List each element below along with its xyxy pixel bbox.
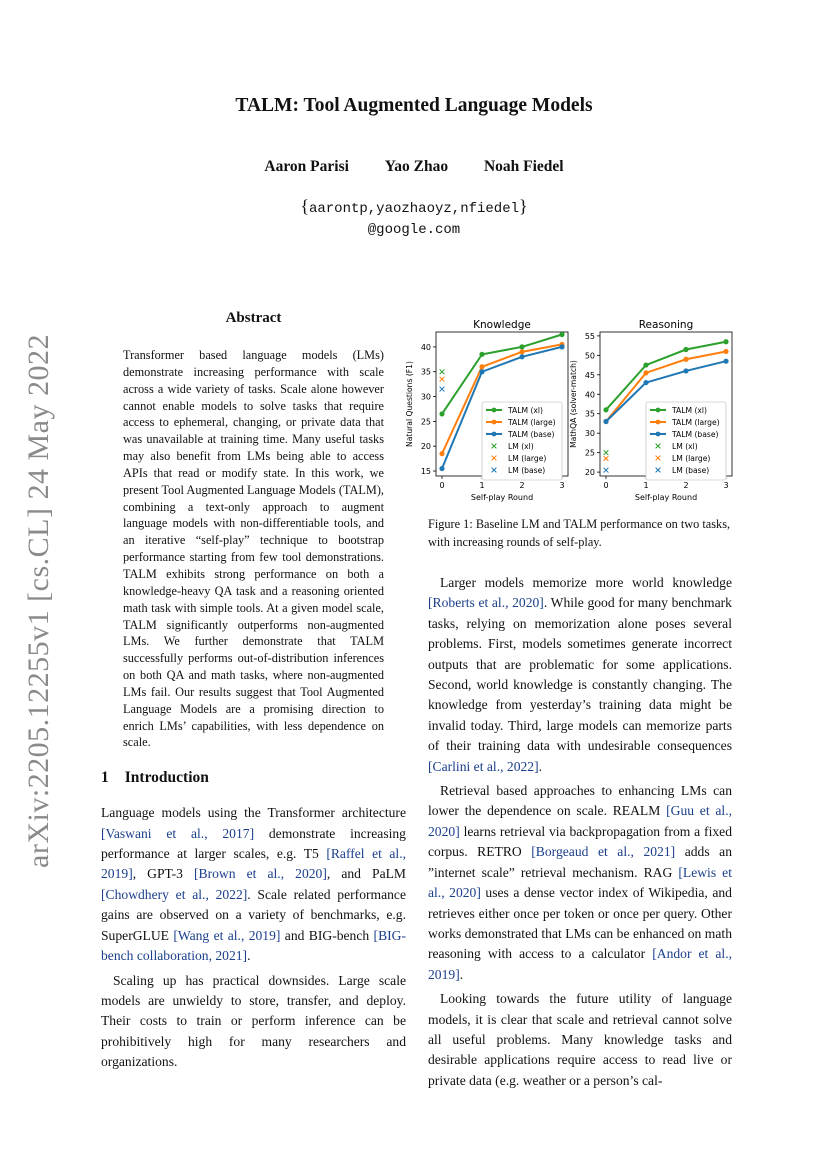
- citation-link[interactable]: [Borgeaud et al., 2021]: [531, 844, 676, 860]
- paragraph-text: .: [459, 966, 464, 982]
- section-title: Introduction: [124, 769, 209, 787]
- legend-label: TALM (base): [672, 430, 719, 439]
- legend-marker: [656, 408, 661, 413]
- left-column: [101, 310, 406, 1077]
- data-point: [723, 359, 728, 364]
- legend-marker: [492, 408, 497, 413]
- data-point: [559, 344, 564, 349]
- x-tick-label: 3: [559, 481, 565, 490]
- citation-link[interactable]: [Roberts et al., 2020]: [428, 595, 544, 611]
- paragraph-text: learns retrieval via backpropagation from a fixed corpus. RETRO: [428, 823, 732, 860]
- y-tick-label: 35: [420, 367, 431, 377]
- paragraph-text: Larger models memorize more world knowledge: [440, 575, 732, 590]
- data-point: [603, 407, 608, 412]
- paragraph-text: .: [538, 758, 543, 774]
- paragraph-text: demonstrate increasing performance at larger scales, e.g. T5: [101, 825, 406, 862]
- y-axis-label: Natural Questions (F1): [405, 361, 414, 447]
- author-name: Yao Zhao: [384, 158, 449, 175]
- data-point: [439, 466, 444, 471]
- data-point: [683, 368, 688, 373]
- legend-marker: [656, 420, 661, 425]
- arxiv-identifier: [22, 334, 55, 868]
- paragraph-text: Retrieval based approaches to enhancing LMs can lower the dependence on scale. REALM: [428, 783, 732, 819]
- paragraph-text: and BIG-bench: [280, 927, 374, 943]
- legend-label: LM (base): [672, 466, 710, 475]
- right-paragraph-2: [428, 781, 732, 985]
- paragraph-text: , and PaLM: [326, 866, 407, 882]
- data-point: [559, 332, 564, 337]
- y-tick-label: 45: [584, 370, 595, 380]
- baseline-marker: [604, 468, 609, 473]
- y-tick-label: 35: [584, 409, 595, 419]
- data-point: [479, 369, 484, 374]
- y-tick-label: 25: [584, 448, 595, 458]
- data-point: [519, 354, 524, 359]
- data-point: [643, 380, 648, 385]
- email-brace-close: }: [519, 196, 528, 216]
- data-point: [683, 347, 688, 352]
- abstract-heading: Abstract: [225, 310, 282, 326]
- data-point: [603, 419, 608, 424]
- paragraph-text: . Scale related performance gains are observed on a variety of benchmarks, e.g. SuperGLUE: [101, 886, 406, 943]
- citation-link[interactable]: [BIG-bench collaboration, 2021]: [101, 927, 407, 964]
- citation-link[interactable]: [Brown et al., 2020]: [194, 866, 327, 882]
- author-emails: [0, 196, 828, 241]
- intro-paragraph-1: [101, 803, 406, 966]
- abstract-text: Transformer based language models (LMs) demonstrate increasing performance with scale across a wide variety of tasks. Scale alone however cannot enable models to solve tasks that require access to ephemeral, changing, or private data that was unavailable at training time. Many useful tasks may also benefit from LMs being able to access APIs that read or modify state. In this work, we present Tool Augmented Language Models (TALM), combining a text-only approach to augment language models with non-differentiable tools, and an iterative “self-play” technique to bootstrap performance starting from few tool demonstrations. TALM exhibits strong performance on both a knowledge-heavy QA task and a reasoning oriented math task with simple tools. At a given model scale, TALM significantly outperforms non-augmented LMs. We further demonstrate that TALM successfully performs out-of-distribution inferences on both QA and math tasks, where non-augmented LMs fail. Our results suggest that Tool Augmented Language Models are a promising direction to enrich LMs’ capabilities, with less dependence on scale.: [123, 348, 384, 750]
- x-tick-label: 1: [643, 481, 649, 490]
- chart-title: Reasoning: [638, 319, 694, 331]
- data-point: [519, 349, 524, 354]
- citation-link[interactable]: [Andor et al., 2019]: [428, 946, 732, 982]
- email-names: aarontp,yaozhaoyz,nfiedel: [308, 201, 520, 217]
- citation-link[interactable]: [Chowdhery et al., 2022]: [101, 886, 248, 902]
- intro-paragraph-2: [101, 971, 406, 1073]
- author-name: Aaron Parisi: [264, 158, 349, 175]
- arxiv-id-text: arXiv:2205.12255v1 [cs.CL] 24 May 2022: [22, 334, 55, 868]
- chart-svg: [404, 316, 744, 506]
- legend-label: TALM (large): [672, 418, 720, 427]
- y-tick-label: 15: [420, 467, 431, 477]
- paragraph-text: Language models using the Transformer architecture: [101, 805, 406, 821]
- figure-caption: Figure 1: Baseline LM and TALM performance on two tasks, with increasing rounds of self-play.: [428, 517, 731, 549]
- data-point: [479, 352, 484, 357]
- email-brace-open: {: [300, 196, 309, 216]
- x-axis-label: Self-play Round: [634, 493, 698, 502]
- baseline-marker: [440, 369, 445, 374]
- paragraph-text: Scaling up has practical downsides. Large scale models are unwieldy to store, transfer, and deploy. Their costs to train or perform inference can be prohibitively high for many researchers and organizations.: [101, 972, 406, 1070]
- baseline-marker: [604, 456, 609, 461]
- right-paragraph-3: [428, 989, 732, 1091]
- figure-1-charts: [404, 316, 744, 506]
- legend-marker: [656, 432, 661, 437]
- baseline-marker: [604, 450, 609, 455]
- baseline-marker: [440, 387, 445, 392]
- legend-marker: [492, 420, 497, 425]
- legend-label: TALM (xl): [672, 406, 707, 415]
- y-tick-label: 30: [420, 392, 431, 402]
- legend-label: LM (large): [508, 454, 547, 463]
- y-tick-label: 40: [584, 390, 595, 400]
- legend-label: LM (xl): [672, 442, 698, 451]
- paragraph-text: Looking towards the future utility of language models, it is clear that scale and retrieval cannot solve all useful problems. Many knowledge tasks and desirable applications require access to read live or private data (e.g. weather or a person’s cal-: [428, 991, 732, 1088]
- citation-link[interactable]: [Lewis et al., 2020]: [428, 864, 732, 901]
- citation-link[interactable]: [Carlini et al., 2022]: [428, 758, 539, 774]
- y-axis-label: MathQA (solver-match): [569, 360, 578, 448]
- y-tick-label: 20: [420, 442, 431, 452]
- chart-title: Knowledge: [473, 319, 531, 331]
- paragraph-text: , GPT-3: [132, 866, 195, 882]
- data-point: [683, 357, 688, 362]
- right-paragraph-1: [428, 573, 732, 777]
- right-column: [428, 510, 732, 1095]
- legend-label: TALM (xl): [508, 406, 543, 415]
- legend-marker: [492, 432, 497, 437]
- citation-link[interactable]: [Vaswani et al., 2017]: [101, 825, 255, 841]
- x-tick-label: 0: [439, 481, 445, 490]
- legend-label: LM (xl): [508, 442, 534, 451]
- x-tick-label: 1: [479, 481, 485, 490]
- x-tick-label: 2: [683, 481, 689, 490]
- citation-link[interactable]: [Wang et al., 2019]: [173, 927, 281, 943]
- data-point: [519, 344, 524, 349]
- section-heading-introduction: [101, 769, 406, 787]
- y-tick-label: 50: [584, 351, 595, 361]
- paragraph-text: adds an ”internet scale” retrieval mechanism. RAG: [428, 844, 732, 880]
- author-name: Noah Fiedel: [483, 158, 564, 175]
- x-tick-label: 2: [519, 481, 525, 490]
- data-point: [723, 339, 728, 344]
- citation-link[interactable]: [Guu et al., 2020]: [428, 803, 732, 839]
- y-tick-label: 25: [420, 417, 431, 427]
- legend-label: TALM (large): [508, 418, 556, 427]
- legend-label: LM (large): [672, 454, 711, 463]
- x-tick-label: 3: [723, 481, 729, 490]
- legend-label: LM (base): [508, 466, 546, 475]
- data-point: [643, 370, 648, 375]
- y-tick-label: 55: [584, 331, 595, 341]
- baseline-marker: [440, 377, 445, 382]
- x-tick-label: 0: [603, 481, 609, 490]
- author-list: [0, 158, 828, 176]
- data-point: [479, 364, 484, 369]
- x-axis-label: Self-play Round: [470, 493, 534, 502]
- y-tick-label: 30: [584, 429, 595, 439]
- y-tick-label: 40: [420, 342, 431, 352]
- paragraph-text: . While good for many benchmark tasks, relying on memorization alone poses several problems. First, models sometimes generate incorrect outputs that are problematic for some applications. Second, world knowledge is constantly changing. The knowledge from yesterday’s training data might be invalid today. Third, large models can memorize parts of their training data with undesirable consequences: [428, 595, 732, 754]
- data-point: [643, 362, 648, 367]
- citation-link[interactable]: [Raffel et al., 2019]: [101, 846, 406, 882]
- legend-label: TALM (base): [508, 430, 555, 439]
- paragraph-text: .: [247, 948, 251, 964]
- paper-title: TALM: Tool Augmented Language Models: [235, 95, 593, 116]
- section-number: 1: [101, 769, 109, 787]
- data-point: [439, 411, 444, 416]
- data-point: [723, 349, 728, 354]
- paragraph-text: uses a dense vector index of Wikipedia, and retrieves either once per token or once per query. Other works demonstrated that LMs can be enhanced on math reasoning with access to a calculator: [428, 885, 732, 962]
- data-point: [439, 451, 444, 456]
- y-tick-label: 20: [584, 468, 595, 478]
- email-domain: @google.com: [367, 222, 461, 238]
